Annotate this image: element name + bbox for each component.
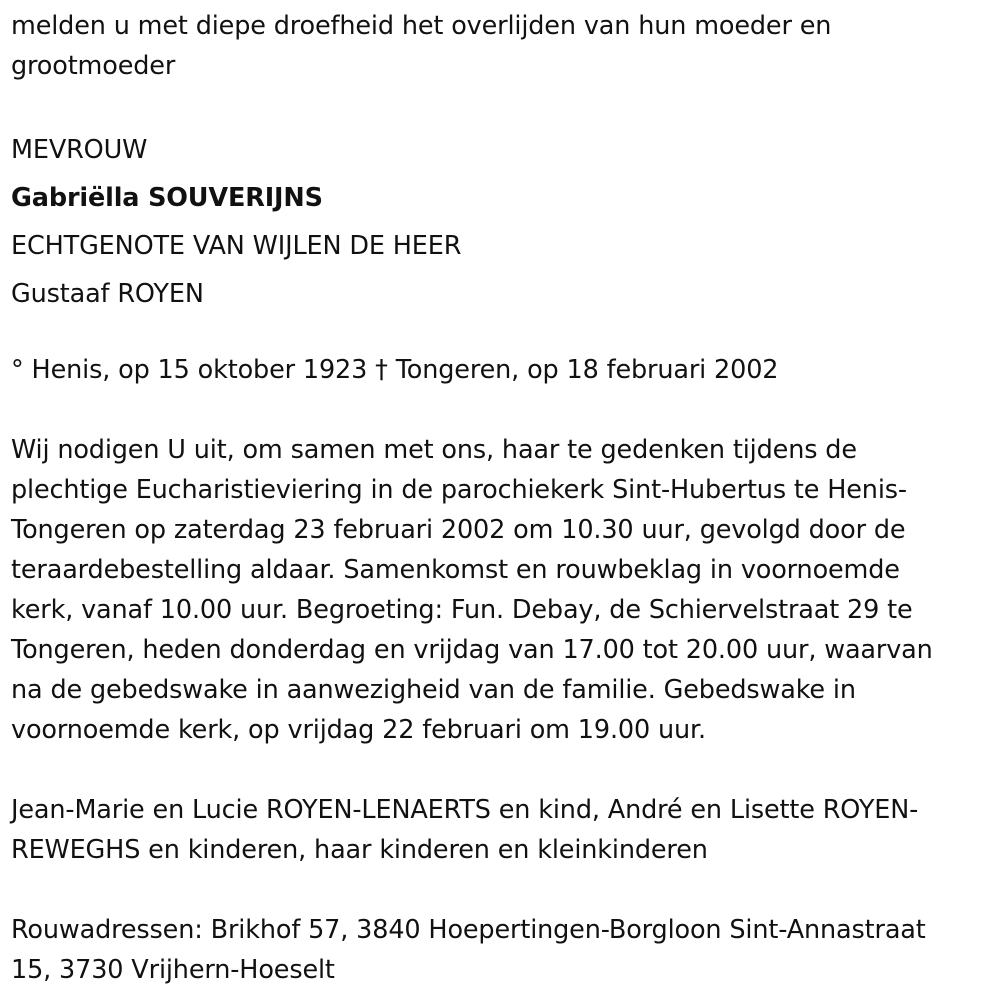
- invitation-line: kerk, vanaf 10.00 uur. Begroeting: Fun. Debay, de Schiervelstraat 29 te: [11, 595, 913, 625]
- relation-text: ECHTGENOTE VAN WIJLEN DE HEER: [11, 231, 462, 261]
- spouse-name: Gustaaf ROYEN: [11, 279, 204, 309]
- family-paragraph: [11, 790, 918, 870]
- birth-death-dates: ° Henis, op 15 oktober 1923 † Tongeren, op 18 februari 2002: [11, 355, 779, 385]
- invitation-line: Tongeren, heden donderdag en vrijdag van 17.00 tot 20.00 uur, waarvan: [11, 635, 933, 665]
- address-line: 15, 3730 Vrijhern-Hoeselt: [11, 955, 335, 985]
- salutation: MEVROUW: [11, 135, 148, 165]
- invitation-line: plechtige Eucharistieviering in de parochiekerk Sint-Hubertus te Henis-: [11, 475, 907, 505]
- address-line: Rouwadressen: Brikhof 57, 3840 Hoepertingen-Borgloon Sint-Annastraat: [11, 915, 926, 945]
- invitation-line: voornoemde kerk, op vrijdag 22 februari om 19.00 uur.: [11, 715, 706, 745]
- name-block: [11, 126, 461, 318]
- invitation-line: Wij nodigen U uit, om samen met ons, haar te gedenken tijdens de: [11, 435, 857, 465]
- invitation-paragraph: [11, 430, 933, 750]
- invitation-line: Tongeren op zaterdag 23 februari 2002 om 10.30 uur, gevolgd door de: [11, 515, 906, 545]
- intro-line: grootmoeder: [11, 51, 176, 81]
- deceased-name: Gabriëlla SOUVERIJNS: [11, 183, 323, 213]
- invitation-line: na de gebedswake in aanwezigheid van de familie. Gebedswake in: [11, 675, 856, 705]
- addresses-paragraph: [11, 910, 926, 990]
- intro-paragraph: [11, 6, 831, 86]
- intro-line: melden u met diepe droefheid het overlijden van hun moeder en: [11, 11, 832, 41]
- family-line: Jean-Marie en Lucie ROYEN-LENAERTS en kind, André en Lisette ROYEN-: [11, 795, 919, 825]
- invitation-line: teraardebestelling aldaar. Samenkomst en rouwbeklag in voornoemde: [11, 555, 900, 585]
- family-line: REWEGHS en kinderen, haar kinderen en kleinkinderen: [11, 835, 708, 865]
